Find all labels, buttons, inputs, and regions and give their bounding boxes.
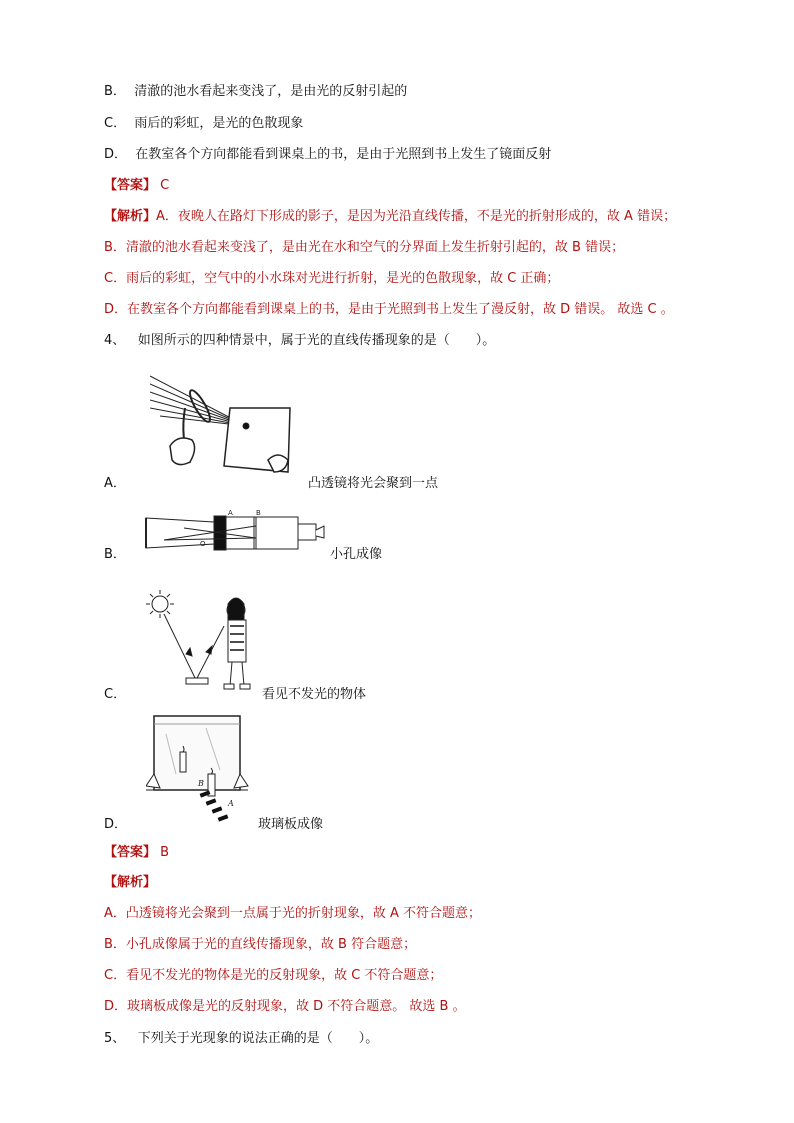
- analysis-text: A．夜晚人在路灯下形成的影子，是因为光沿直线传播，不是光的折射形成的，故 A 错误；: [156, 209, 677, 224]
- q4-analysis-line-4: D．玻璃板成像是光的反射现象，故 D 不符合题意。 故选 B 。: [104, 999, 466, 1014]
- option-a-label: A．: [104, 476, 126, 491]
- option-label: C．: [104, 116, 127, 131]
- q4-analysis-line-3: C．看见不发光的物体是光的反射现象，故 C 不符合题意；: [104, 968, 443, 983]
- option-d-line: [104, 145, 551, 165]
- option-b-line: [104, 82, 407, 102]
- option-text: 在教室各个方向都能看到课桌上的书，是由于光照到书上发生了镜面反射: [135, 147, 552, 162]
- question-number: 5、: [104, 1031, 126, 1046]
- q4-analysis-line-1: A．凸透镜将光会聚到一点属于光的折射现象，故 A 不符合题意；: [104, 906, 482, 921]
- analysis-tag: 【解析】: [104, 875, 157, 890]
- letter-a: A: [228, 799, 234, 808]
- convex-lens-figure: [150, 368, 298, 478]
- option-d-label: D．: [104, 817, 128, 832]
- answer-value: B: [160, 845, 170, 860]
- q4-analysis-tag: [104, 873, 156, 893]
- option-c-line: [104, 114, 303, 134]
- option-c-label: C．: [104, 687, 127, 702]
- q3-analysis-line-2: B．清澈的池水看起来变浅了，是由光在水和空气的分界面上发生折射引起的，故 B 错误；: [104, 240, 625, 255]
- pinhole-camera-figure: [144, 508, 328, 558]
- option-text: 雨后的彩虹，是光的色散现象: [134, 116, 304, 131]
- seeing-object-figure: [146, 586, 264, 694]
- analysis-tag: 【解析】: [104, 209, 157, 224]
- q3-analysis-line-1: [104, 207, 676, 227]
- option-b-label: B．: [104, 547, 126, 562]
- q5-stem: [104, 1029, 378, 1049]
- letter-b: B: [198, 779, 204, 788]
- q3-answer: [104, 176, 169, 196]
- letter-b: B: [256, 509, 261, 517]
- q4-stem: [104, 331, 495, 351]
- q3-analysis-line-3: C．雨后的彩虹，空气中的小水珠对光进行折射，是光的色散现象，故 C 正确；: [104, 271, 560, 286]
- answer-tag: 【答案】: [104, 845, 157, 860]
- q3-analysis-line-4: D．在教室各个方向都能看到课桌上的书，是由于光照到书上发生了漫反射，故 D 错误。 故选 C 。: [104, 302, 674, 317]
- question-text: 下列关于光现象的说法正确的是（ ）。: [137, 1031, 379, 1046]
- option-b-caption: 小孔成像: [330, 547, 383, 562]
- answer-value: C: [160, 178, 170, 193]
- question-text: 如图所示的四种情景中，属于光的直线传播现象的是（ ）。: [137, 333, 496, 348]
- q4-answer: [104, 843, 169, 863]
- answer-tag: 【答案】: [104, 178, 157, 193]
- letter-o: O: [200, 540, 206, 548]
- option-d-caption: 玻璃板成像: [258, 817, 324, 832]
- glass-plate-figure: [146, 714, 250, 824]
- option-label: D．: [104, 147, 128, 162]
- letter-a: A: [228, 509, 233, 517]
- option-a-caption: 凸透镜将光会聚到一点: [308, 476, 439, 491]
- q4-analysis-line-2: B．小孔成像属于光的直线传播现象，故 B 符合题意；: [104, 937, 417, 952]
- option-text: 清澈的池水看起来变浅了，是由光的反射引起的: [134, 84, 408, 99]
- question-number: 4、: [104, 333, 126, 348]
- option-label: B．: [104, 84, 126, 99]
- option-c-caption: 看见不发光的物体: [262, 687, 367, 702]
